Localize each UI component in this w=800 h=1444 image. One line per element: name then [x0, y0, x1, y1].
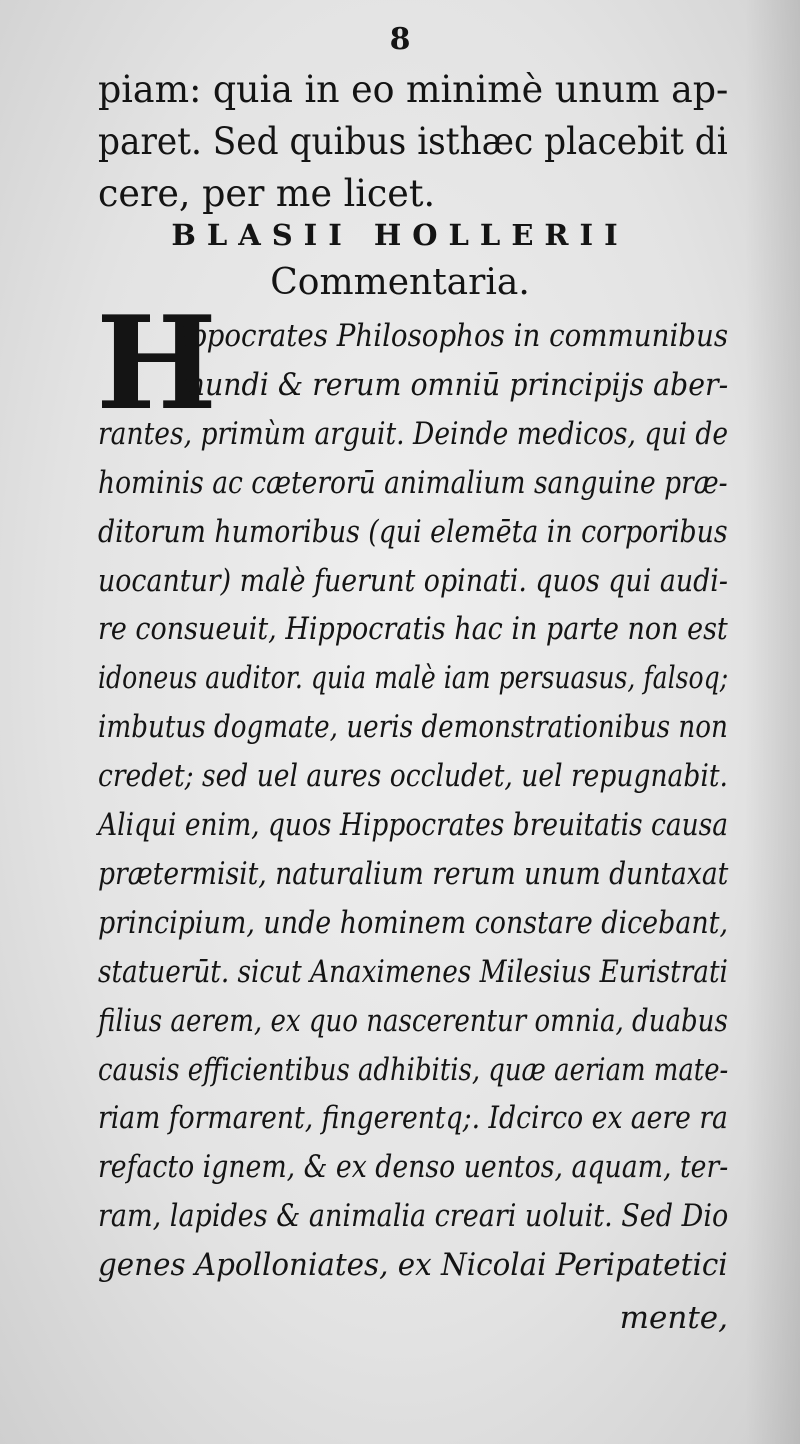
intro-line: piam: quia in eo minimè unum ap-	[98, 68, 729, 111]
text-line: causis efficientibus adhibitis, quæ aeriam mate-	[98, 1051, 729, 1088]
text-line: filius aerem, ex quo nascerentur omnia, duabus	[98, 1002, 728, 1039]
text-line: principium, unde hominem constare dicebant,	[98, 904, 729, 941]
text-line: refacto ignem, & ex denso uentos, aquam, ter-	[98, 1149, 729, 1186]
text-line: uocantur) malè fuerunt opinati. quos qui audi-	[98, 562, 728, 599]
text-line: mundi & rerum omniū principijs aber-	[178, 366, 729, 403]
text-line: statuerūt. sicut Anaximenes Milesius Euristrati	[98, 953, 728, 990]
catchword: mente,	[619, 1300, 728, 1336]
intro-line: cere, per me licet.	[98, 172, 436, 215]
text-line: hominis ac cæterorū animalium sanguine præ-	[98, 464, 728, 501]
text-line: imbutus dogmate, ueris demonstrationibus non	[98, 709, 728, 746]
text-line: rantes, primùm arguit. Deinde medicos, qui de	[98, 415, 729, 452]
text-line: genes Apolloniates, ex Nicolai Peripatetici	[98, 1247, 728, 1284]
text-line: re consueuit, Hippocratis hac in parte non est	[98, 611, 728, 648]
text-line: riam formarent, fingerentq;. Idcirco ex aere ra	[98, 1100, 728, 1137]
text-line: Aliqui enim, quos Hippocrates breuitatis causa	[98, 807, 729, 843]
text-line: prætermisit, naturalium rerum unum duntaxat	[98, 855, 729, 892]
text-line: ram, lapides & animalia creari uoluit. Sed Dio	[98, 1198, 729, 1235]
drop-capital: H	[96, 289, 217, 439]
text-line: credet; sed uel aures occludet, uel repugnabit.	[98, 758, 728, 795]
page-number: 8	[389, 22, 411, 57]
text-line: ditorum humoribus (qui elemēta in corporibus	[98, 513, 728, 550]
section-subtitle: Commentaria.	[270, 262, 530, 303]
text-line: Ippocrates Philosophos in communibus	[178, 318, 729, 354]
text-line: idoneus auditor. quia malè iam persuasus, falsoq;	[98, 660, 729, 697]
intro-line: paret. Sed quibus isthæc placebit di	[98, 120, 728, 163]
intro-paragraph	[98, 64, 738, 220]
author-heading: BLASII HOLLERII	[171, 218, 629, 252]
